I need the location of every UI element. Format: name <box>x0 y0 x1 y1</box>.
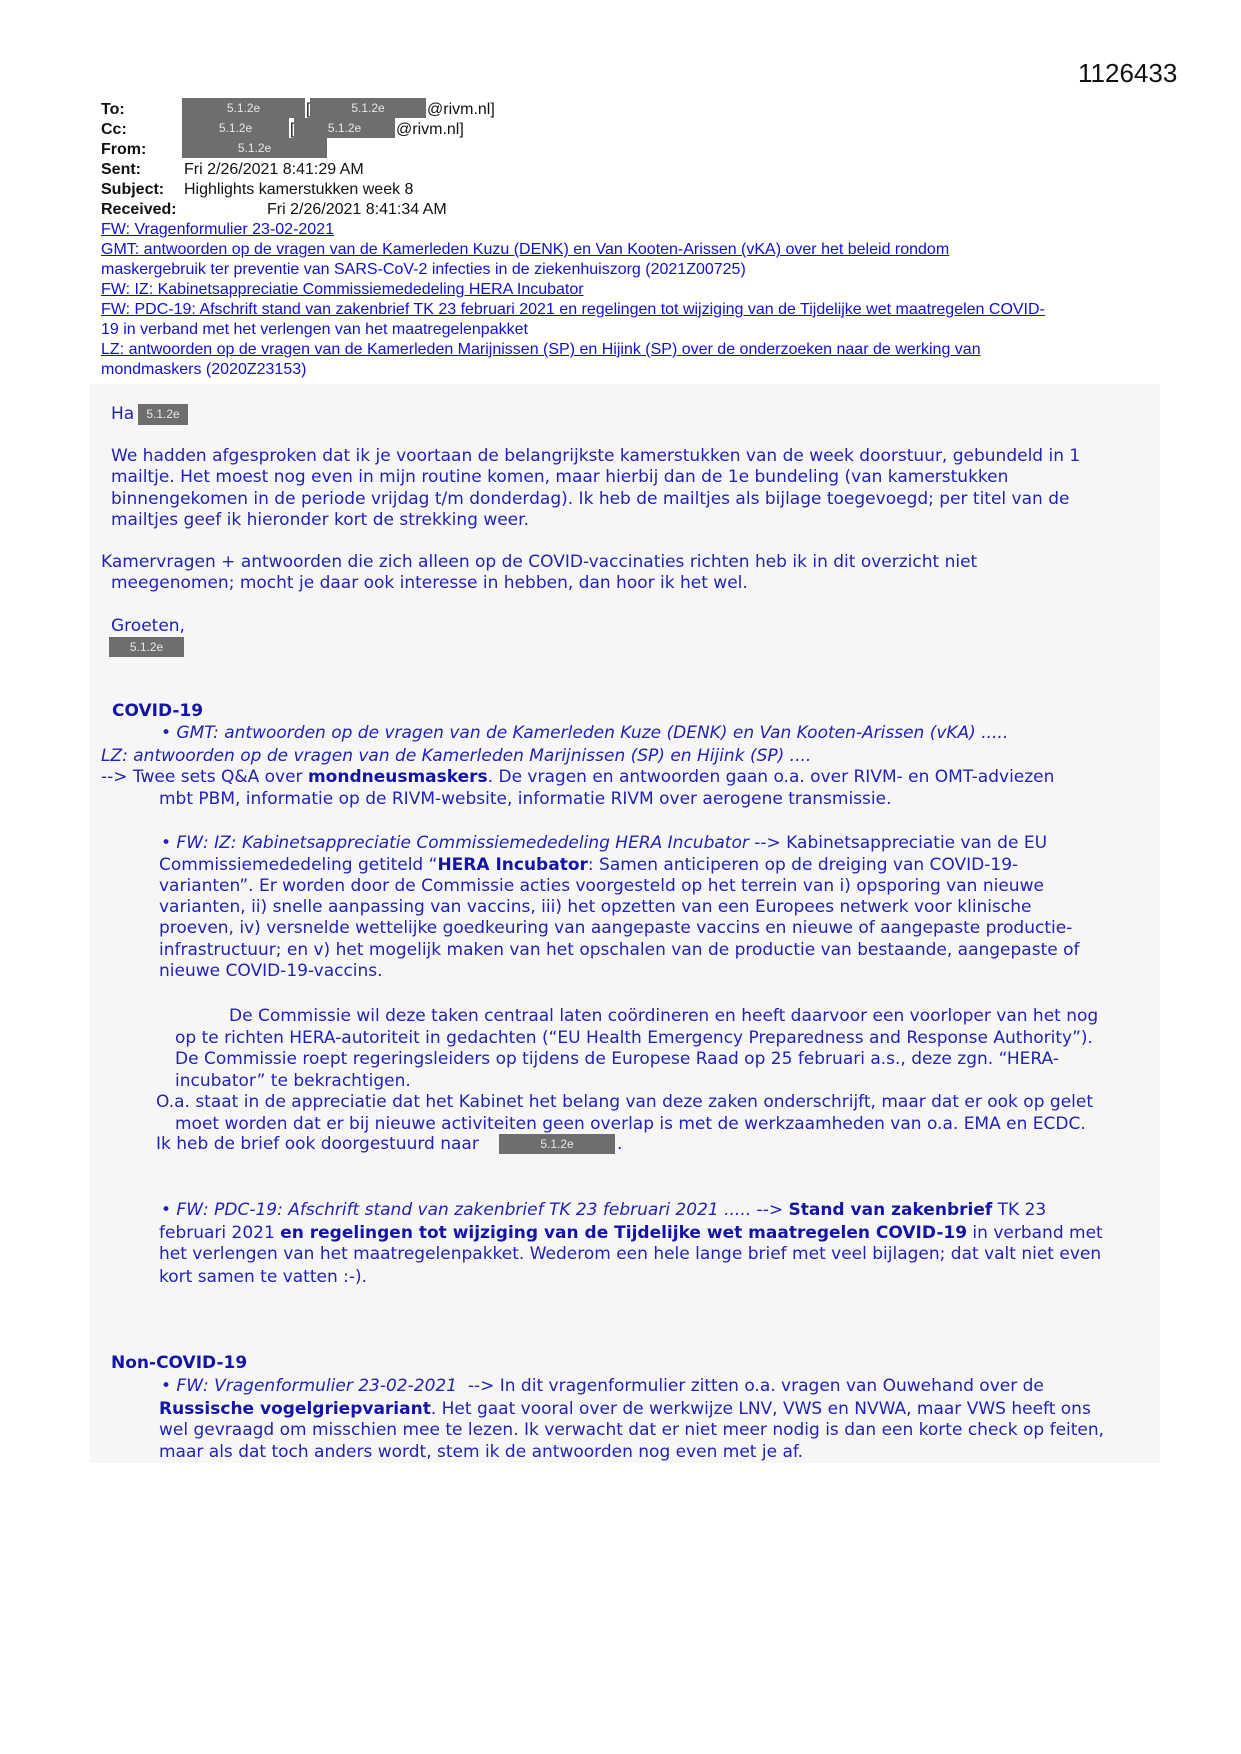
appreciation-line: moet worden dat er bij nieuwe activiteiten geen overlap is met de werkzaamheden van o.a. EMA en ECDC. <box>175 1114 1086 1134</box>
item-summary-line <box>159 855 1018 876</box>
redaction-box: 5.1.2e <box>182 138 327 158</box>
commission-line: De Commissie roept regeringsleiders op tijdens de Europese Raad op 25 februari a.s., deze zgn. “HERA- <box>175 1049 1059 1069</box>
closing: Groeten, <box>111 616 185 636</box>
bold-text: Stand van zakenbrief <box>788 1200 993 1220</box>
item-summary-line: infrastructuur; en v) het mogelijk maken van het opschalen van de productie van bestaande, aangepaste of <box>159 940 1080 960</box>
bold-text: HERA Incubator <box>437 855 588 875</box>
sent-value: Fri 2/26/2021 8:41:29 AM <box>184 161 364 178</box>
redaction-box: 5.1.2e <box>138 404 188 425</box>
text: TK 23 <box>992 1200 1047 1220</box>
forwarded-line: Ik heb de brief ook doorgestuurd naar <box>156 1134 479 1154</box>
item-title-text: • FW: Vragenformulier 23-02-2021 <box>161 1376 458 1396</box>
document-number: 1126433 <box>1078 58 1178 88</box>
item-summary-line: nieuwe COVID-19-vaccins. <box>159 961 383 981</box>
text: --> <box>751 1200 789 1220</box>
bold-text: mondneusmaskers <box>307 767 488 787</box>
text: --> In dit vragenformulier zitten o.a. vragen van Ouwehand over de <box>457 1376 1044 1396</box>
redaction-box: 5.1.2e <box>182 98 305 118</box>
item-summary-line <box>101 767 1054 788</box>
to-label: To: <box>101 101 125 118</box>
text: --> Kabinetsappreciatie van de EU <box>748 833 1048 853</box>
item-summary-line: maar als dat toch anders wordt, stem ik de antwoorden nog even met je af. <box>159 1442 804 1462</box>
to-email-domain: @rivm.nl] <box>427 101 495 118</box>
item-summary-line: het verlengen van het maatregelenpakket. Wederom een hele lange brief met veel bijlagen; dat valt niet even <box>159 1244 1102 1264</box>
sent-label: Sent: <box>101 161 141 178</box>
text: . Het gaat vooral over de werkwijze LNV, VWS en NVWA, maar VWS heeft ons <box>430 1399 1091 1419</box>
commission-line: op te richten HERA-autoriteit in gedachten (“EU Health Emergency Preparedness and Response Authority”). <box>175 1028 1093 1048</box>
attachment-link-continued[interactable]: 19 in verband met het verlengen van het maatregelenpakket <box>101 321 528 338</box>
bold-text: en regelingen tot wijziging van de Tijdelijke wet maatregelen COVID-19 <box>280 1223 968 1243</box>
item-summary-line <box>159 1399 1091 1420</box>
attachment-link-continued[interactable]: mondmaskers (2020Z23153) <box>101 361 307 378</box>
item-title-text: • GMT: antwoorden op de vragen van de Kamerleden Kuze (DENK) en Van Kooten-Arissen (vKA) ..... <box>161 723 1009 743</box>
item-title-text: • FW: IZ: Kabinetsappreciatie Commissiemededeling HERA Incubator <box>161 833 749 853</box>
attachment-link[interactable]: LZ: antwoorden op de vragen van de Kamerleden Marijnissen (SP) en Hijink (SP) over de onderzoeken naar de werking van <box>101 341 981 358</box>
greeting: Ha <box>111 404 135 424</box>
from-label: From: <box>101 141 147 158</box>
redaction-box: 5.1.2e <box>310 98 426 118</box>
cc-label: Cc: <box>101 121 127 138</box>
cc-email-domain: @rivm.nl] <box>396 121 464 138</box>
intro-line: mailtjes geef ik hieronder kort de strekking weer. <box>111 510 529 530</box>
bold-text: Russische vogelgriepvariant <box>159 1399 431 1419</box>
item-summary-line <box>159 1223 1103 1244</box>
attachment-link[interactable]: GMT: antwoorden op de vragen van de Kamerleden Kuzu (DENK) en Van Kooten-Arissen (vKA) over het beleid rondom <box>101 241 950 258</box>
section-heading-covid: COVID-19 <box>112 701 204 721</box>
redaction-box: 5.1.2e <box>499 1134 615 1154</box>
item-title <box>101 746 811 767</box>
note-line: meegenomen; mocht je daar ook interesse in hebben, dan hoor ik het wel. <box>111 573 748 593</box>
item-title-line <box>161 833 1047 854</box>
subject-label: Subject: <box>101 181 165 198</box>
item-summary-line: mbt PBM, informatie op de RIVM-website, informatie RIVM over aerogene transmissie. <box>159 789 892 809</box>
section-heading-non-covid: Non-COVID-19 <box>111 1353 248 1373</box>
attachment-link[interactable]: FW: PDC-19: Afschrift stand van zakenbrief TK 23 februari 2021 en regelingen tot wijziging van de Tijdelijke wet maatregelen COVID- <box>101 301 1045 318</box>
item-summary-line: proeven, iv) versnelde wettelijke goedkeuring van aangepaste vaccins en nieuwe of aangepaste productie- <box>159 918 1073 938</box>
to-bracket: [ <box>306 101 311 118</box>
text: in verband met <box>967 1223 1103 1243</box>
forwarded-period: . <box>617 1134 623 1154</box>
intro-line: mailtje. Het moest nog even in mijn routine komen, maar hierbij dan de 1e bundeling (van kamerstukken <box>111 467 1009 487</box>
item-title <box>161 723 1008 744</box>
commission-line: incubator” te bekrachtigen. <box>175 1071 411 1091</box>
appreciation-line: O.a. staat in de appreciatie dat het Kabinet het belang van deze zaken onderschrijft, maar dat er ook op gelet <box>156 1092 1094 1112</box>
redaction-box: 5.1.2e <box>109 637 184 657</box>
redaction-box: 5.1.2e <box>182 118 289 138</box>
text: februari 2021 <box>159 1223 281 1243</box>
received-label: Received: <box>101 201 177 218</box>
item-summary-line: kort samen te vatten :-). <box>159 1267 368 1287</box>
item-title-line <box>161 1376 1044 1397</box>
item-summary-line: varianten”. Er worden door de Commissie acties voorgesteld op het terrein van i) opsporing van nieuwe <box>159 876 1044 896</box>
intro-line: We hadden afgesproken dat ik je voortaan de belangrijkste kamerstukken van de week doorstuur, gebundeld in 1 <box>111 446 1081 466</box>
intro-line: binnengekomen in de periode vrijdag t/m donderdag). Ik heb de mailtjes als bijlage toegevoegd; per titel van de <box>111 489 1070 509</box>
commission-line: De Commissie wil deze taken centraal laten coördineren en heeft daarvoor een voorloper van het nog <box>229 1006 1099 1026</box>
attachment-link[interactable]: FW: IZ: Kabinetsappreciatie Commissiemededeling HERA Incubator <box>101 281 584 298</box>
note-line: Kamervragen + antwoorden die zich alleen op de COVID-vaccinaties richten heb ik in dit overzicht niet <box>101 552 978 572</box>
text: Commissiemededeling getiteld “ <box>159 855 438 875</box>
item-title-text: • FW: PDC-19: Afschrift stand van zakenbrief TK 23 februari 2021 ..... <box>161 1200 752 1220</box>
subject-value: Highlights kamerstukken week 8 <box>184 181 414 198</box>
cc-bracket: [ <box>290 121 295 138</box>
redaction-box: 5.1.2e <box>294 118 395 138</box>
item-title-text: LZ: antwoorden op de vragen van de Kamerleden Marijnissen (SP) en Hijink (SP) .... <box>101 746 812 766</box>
attachment-link[interactable]: FW: Vragenformulier 23-02-2021 <box>101 221 334 238</box>
text: : Samen anticiperen op de dreiging van COVID-19- <box>587 855 1019 875</box>
text: . De vragen en antwoorden gaan o.a. over RIVM- en OMT-adviezen <box>487 767 1055 787</box>
item-title-line <box>161 1200 1046 1221</box>
text: --> Twee sets Q&A over <box>101 767 308 787</box>
item-summary-line: wel gevraagd om misschien mee te lezen. Ik verwacht dat er niet meer nodig is dan een korte check op feiten, <box>159 1420 1105 1440</box>
attachment-link-continued[interactable]: maskergebruik ter preventie van SARS-CoV-2 infecties in de ziekenhuiszorg (2021Z00725) <box>101 261 746 278</box>
item-summary-line: varianten, ii) snelle aanpassing van vaccins, iii) het opzetten van een Europees netwerk voor klinische <box>159 897 1032 917</box>
received-value: Fri 2/26/2021 8:41:34 AM <box>267 201 447 218</box>
